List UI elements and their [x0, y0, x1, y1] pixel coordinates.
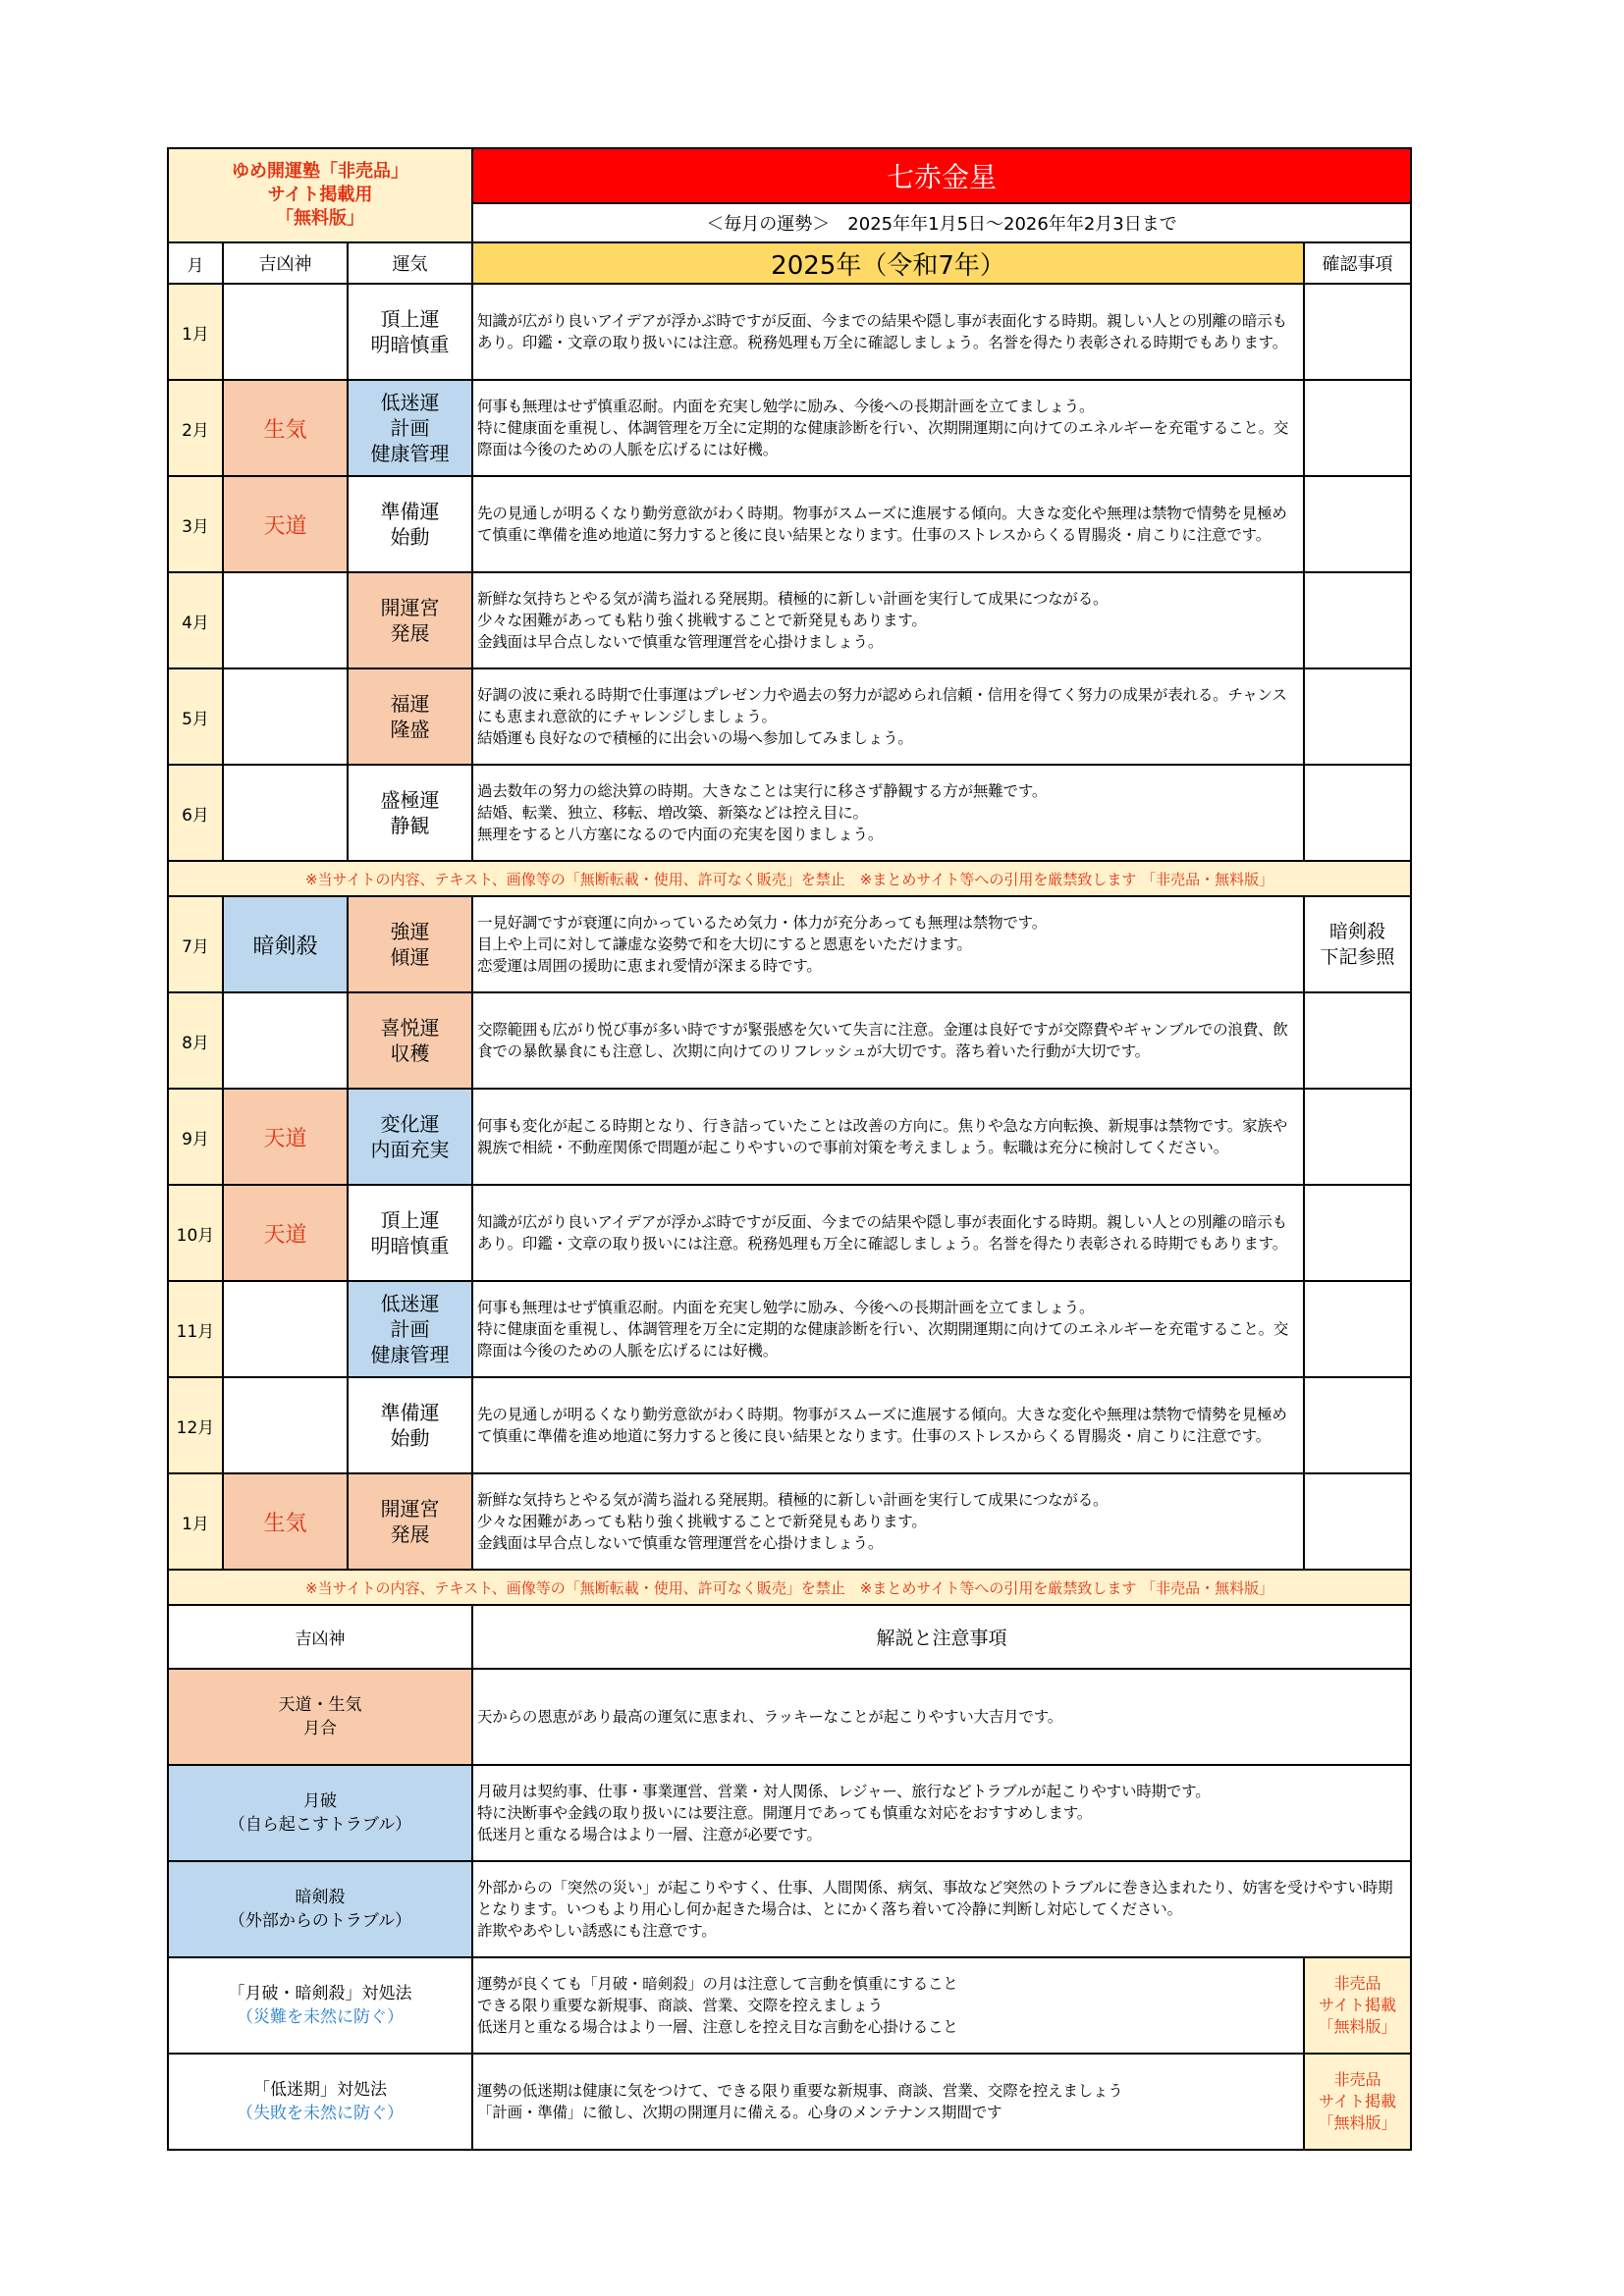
month-label: 10月: [168, 1185, 223, 1281]
month-row: [168, 572, 1411, 668]
remedy-desc: 運勢が良くても「月破・暗剣殺」の月は注意して言動を慎重にすること できる限り重要な新規事、商談、営業、交際を控えましょう 低迷月と重なる場合はより一層、注意しを控え目な言動を心掛けること: [472, 1957, 1304, 2054]
luck-line: 強運: [390, 920, 430, 943]
luck-cell: [348, 668, 472, 765]
fortune-text: 何事も変化が起こる時期となり、行き詰っていたことは改善の方向に。焦りや急な方向転換、新規事は禁物です。家族や親族で相続・不動産関係で問題が起こりやすいので事前対策を考えましょう。転職は充分に検討してください。: [472, 1089, 1304, 1185]
check-cell: [1304, 1185, 1411, 1281]
check-cell: [1304, 284, 1411, 380]
luck-line: 開運宮: [380, 596, 440, 619]
month-label: 2月: [168, 380, 223, 476]
remedy-label: [168, 1957, 472, 2054]
luck-line: 発展: [390, 1522, 430, 1546]
luck-cell: [348, 284, 472, 380]
god-cell: [223, 284, 348, 380]
luck-line: 始動: [390, 1426, 430, 1450]
luck-line: 傾運: [390, 945, 430, 969]
god-cell: [223, 765, 348, 861]
stamp-line: 「無料版」: [1318, 2113, 1397, 2132]
luck-cell: [348, 572, 472, 668]
god-cell: 天道: [223, 476, 348, 572]
month-label: 11月: [168, 1281, 223, 1377]
month-label: 1月: [168, 1473, 223, 1570]
fortune-text: 交際範囲も広がり悦び事が多い時ですが緊張感を欠いて失言に注意。金運は良好ですが交際費やギャンブルでの浪費、飲食での暴飲暴食にも注意し、次期に向けてのリフレッシュが大切です。落ち着いた行動が大切です。: [472, 992, 1304, 1089]
legend-row: [168, 1861, 1411, 1957]
month-row: [168, 380, 1411, 476]
luck-line: 変化運: [380, 1112, 440, 1136]
fortune-text: 何事も無理はせず慎重忍耐。内面を充実し勉学に励み、今後への長期計画を立てましょう。 特に健康面を重視し、体調管理を万全に定期的な健康診断を行い、次期開運期に向けてのエネルギーを充電すること。交際面は今後のための人脈を広げるには好機。: [472, 380, 1304, 476]
period-label: ＜毎月の運勢＞ 2025年年1月5日～2026年年2月3日まで: [472, 203, 1411, 242]
legend-desc: 外部からの「突然の災い」が起こりやすく、仕事、人間関係、病気、事故など突然のトラブルに巻き込まれたり、妨害を受けやすい時期となります。いつもより用心し何か起きた場合は、とにかく落ち着いて冷静に判断し対応してください。 詐欺やあやしい誘惑にも注意です。: [472, 1861, 1411, 1957]
stamp-line: 「無料版」: [1318, 2017, 1397, 2036]
check-cell: [1304, 476, 1411, 572]
god-cell: 暗剣殺: [223, 896, 348, 992]
luck-line: 内面充実: [370, 1138, 450, 1161]
fortune-text: 一見好調ですが衰運に向かっているため気力・体力が充分あっても無理は禁物です。 目上や上司に対して謙虚な姿勢で和を大切にすると恩恵をいただけます。 恋愛運は周囲の援助に恵まれ愛情が深まる時です。: [472, 896, 1304, 992]
legend-label: [168, 1669, 472, 1765]
legend-label-line: （自ら起こすトラブル）: [228, 1815, 412, 1835]
stamp-line: 非売品: [1333, 1974, 1381, 1993]
check-cell: [1304, 1089, 1411, 1185]
fortune-text: 知識が広がり良いアイデアが浮かぶ時ですが反面、今までの結果や隠し事が表面化する時期。親しい人との別離の暗示もあり。印鑑・文章の取り扱いには注意。税務処理も万全に確認しましょう。名誉を得たり表彰される時期でもあります。: [472, 1185, 1304, 1281]
month-label: 6月: [168, 765, 223, 861]
check-cell: [1304, 765, 1411, 861]
check-cell: [1304, 572, 1411, 668]
check-cell: [1304, 1473, 1411, 1570]
month-row: [168, 284, 1411, 380]
month-row: [168, 765, 1411, 861]
fortune-text: 新鮮な気持ちとやる気が満ち溢れる発展期。積極的に新しい計画を実行して成果につながる。 少々な困難があっても粘り強く挑戦することで新発見もあります。 金銭面は早合点しないで慎重な管理運営を心掛けましょう。: [472, 1473, 1304, 1570]
check-cell: [1304, 1281, 1411, 1377]
month-row: [168, 476, 1411, 572]
fortune-text: 新鮮な気持ちとやる気が満ち溢れる発展期。積極的に新しい計画を実行して成果につながる。 少々な困難があっても粘り強く挑戦することで新発見もあります。 金銭面は早合点しないで慎重な管理運営を心掛けましょう。: [472, 572, 1304, 668]
god-cell: [223, 992, 348, 1089]
month-row: [168, 668, 1411, 765]
legend-label-line: 暗剣殺: [295, 1888, 346, 1907]
remedy-row: [168, 2054, 1411, 2150]
luck-cell: [348, 476, 472, 572]
god-cell: [223, 668, 348, 765]
monthly-fortune-table: [167, 147, 1412, 1606]
luck-cell: [348, 765, 472, 861]
luck-line: 明暗慎重: [370, 1234, 450, 1257]
remedy-row: [168, 1957, 1411, 2054]
legend-row: [168, 1765, 1411, 1861]
luck-line: 発展: [390, 621, 430, 645]
month-row: [168, 896, 1411, 992]
luck-line: 隆盛: [390, 718, 430, 741]
luck-line: 収穫: [390, 1041, 430, 1065]
legend-label-line: （外部からのトラブル）: [228, 1911, 412, 1931]
god-cell: 生気: [223, 1473, 348, 1570]
col-check-header: 確認事項: [1304, 242, 1411, 284]
stamp-line: サイト掲載: [1319, 2092, 1396, 2110]
fortune-sheet: [167, 147, 1410, 2151]
luck-line: 健康管理: [370, 442, 450, 465]
luck-cell: [348, 1089, 472, 1185]
col-god-header: 吉凶神: [223, 242, 348, 284]
copyright-notice: ※当サイトの内容、テキスト、画像等の「無断転載・使用、許可なく販売」を禁止 ※まとめサイト等への引用を厳禁致します 「非売品・無料版」: [168, 861, 1411, 896]
remedy-title: 「月破・暗剣殺」対処法: [228, 1984, 412, 2003]
luck-line: 頂上運: [380, 1208, 440, 1232]
luck-line: 頂上運: [380, 307, 440, 331]
month-label: 8月: [168, 992, 223, 1089]
month-label: 3月: [168, 476, 223, 572]
luck-line: 喜悦運: [380, 1016, 440, 1040]
god-cell: 天道: [223, 1089, 348, 1185]
luck-cell: [348, 1281, 472, 1377]
remedy-desc: 運勢の低迷期は健康に気をつけて、できる限り重要な新規事、商談、営業、交際を控えましょう 「計画・準備」に徹し、次期の開運月に備える。心身のメンテナンス期間です: [472, 2054, 1304, 2150]
legend-label-line: 月破: [303, 1791, 337, 1811]
site-label: [168, 148, 472, 242]
god-cell: 天道: [223, 1185, 348, 1281]
month-row: [168, 1281, 1411, 1377]
legend-desc: 天からの恩恵があり最高の運気に恵まれ、ラッキーなことが起こりやすい大吉月です。: [472, 1669, 1411, 1765]
month-label: 1月: [168, 284, 223, 380]
luck-cell: [348, 1185, 472, 1281]
year-header: 2025年（令和7年）: [472, 242, 1304, 284]
site-label-line: ゆめ開運塾「非売品」: [232, 161, 409, 182]
month-label: 7月: [168, 896, 223, 992]
col-month-header: 月: [168, 242, 223, 284]
month-label: 12月: [168, 1377, 223, 1473]
luck-line: 準備運: [380, 500, 440, 523]
month-row: [168, 1473, 1411, 1570]
month-row: [168, 1089, 1411, 1185]
legend-col-desc: 解説と注意事項: [472, 1606, 1411, 1669]
month-row: [168, 992, 1411, 1089]
month-label: 5月: [168, 668, 223, 765]
fortune-text: 知識が広がり良いアイデアが浮かぶ時ですが反面、今までの結果や隠し事が表面化する時期。親しい人との別離の暗示もあり。印鑑・文章の取り扱いには注意。税務処理も万全に確認しましょう。名誉を得たり表彰される時期でもあります。: [472, 284, 1304, 380]
luck-line: 始動: [390, 525, 430, 549]
fortune-text: 何事も無理はせず慎重忍耐。内面を充実し勉学に励み、今後への長期計画を立てましょう。 特に健康面を重視し、体調管理を万全に定期的な健康診断を行い、次期開運期に向けてのエネルギーを充電すること。交際面は今後のための人脈を広げるには好機。: [472, 1281, 1304, 1377]
copyright-notice: ※当サイトの内容、テキスト、画像等の「無断転載・使用、許可なく販売」を禁止 ※まとめサイト等への引用を厳禁致します 「非売品・無料版」: [168, 1570, 1411, 1605]
luck-line: 福運: [390, 692, 430, 716]
luck-cell: [348, 992, 472, 1089]
luck-cell: [348, 1473, 472, 1570]
legend-label: [168, 1861, 472, 1957]
fortune-text: 先の見通しが明るくなり勤労意欲がわく時期。物事がスムーズに進展する傾向。大きな変化や無理は禁物で情勢を見極めて慎重に準備を進め地道に努力すると後に良い結果となります。仕事のストレスからくる胃腸炎・肩こりに注意です。: [472, 1377, 1304, 1473]
legend-label: [168, 1765, 472, 1861]
luck-line: 盛極運: [380, 788, 440, 812]
legend-label-line: 天道・生気: [278, 1695, 362, 1715]
site-label-line: 「無料版」: [276, 208, 365, 229]
fortune-text: 過去数年の努力の総決算の時期。大きなことは実行に移さず静観する方が無難です。 結婚、転業、独立、移転、増改築、新築などは控え目に。 無理をすると八方塞になるので内面の充実を図りましょう。: [472, 765, 1304, 861]
luck-line: 低迷運: [380, 1292, 440, 1315]
god-cell: 生気: [223, 380, 348, 476]
luck-line: 静観: [390, 814, 430, 837]
luck-line: 開運宮: [380, 1497, 440, 1521]
god-cell: [223, 1281, 348, 1377]
legend-row: [168, 1669, 1411, 1765]
remedy-subtitle: （災難を未然に防ぐ）: [237, 2007, 404, 2027]
luck-line: 計画: [390, 1317, 430, 1341]
legend-desc: 月破月は契約事、仕事・事業運営、営業・対人関係、レジャー、旅行などトラブルが起こりやすい時期です。 特に決断事や金銭の取り扱いには要注意。開運月であっても慎重な対応をおすすめします。 低迷月と重なる場合はより一層、注意が必要です。: [472, 1765, 1411, 1861]
free-version-stamp: [1304, 2054, 1411, 2150]
legend-table: [167, 1606, 1412, 2151]
free-version-stamp: [1304, 1957, 1411, 2054]
fortune-text: 好調の波に乗れる時期で仕事運はプレゼン力や過去の努力が認められ信頼・信用を得てく努力の成果が表れる。チャンスにも恵まれ意欲的にチャレンジしましょう。 結婚運も良好なので積極的に出会いの場へ参加してみましょう。: [472, 668, 1304, 765]
check-cell: [1304, 380, 1411, 476]
god-cell: [223, 1377, 348, 1473]
month-row: [168, 1377, 1411, 1473]
star-title: 七赤金星: [472, 148, 1411, 203]
check-cell: 暗剣殺 下記参照: [1304, 896, 1411, 992]
luck-line: 低迷運: [380, 391, 440, 414]
legend-label-line: 月合: [303, 1719, 337, 1738]
stamp-line: 非売品: [1333, 2070, 1381, 2089]
col-luck-header: 運気: [348, 242, 472, 284]
remedy-label: [168, 2054, 472, 2150]
site-label-line: サイト掲載用: [267, 185, 373, 205]
check-cell: [1304, 668, 1411, 765]
luck-line: 準備運: [380, 1401, 440, 1424]
remedy-title: 「低迷期」対処法: [253, 2080, 387, 2100]
luck-line: 計画: [390, 416, 430, 440]
month-label: 9月: [168, 1089, 223, 1185]
luck-cell: [348, 1377, 472, 1473]
month-label: 4月: [168, 572, 223, 668]
remedy-subtitle: （失敗を未然に防ぐ）: [237, 2104, 404, 2123]
luck-line: 健康管理: [370, 1343, 450, 1366]
fortune-text: 先の見通しが明るくなり勤労意欲がわく時期。物事がスムーズに進展する傾向。大きな変化や無理は禁物で情勢を見極めて慎重に準備を進め地道に努力すると後に良い結果となります。仕事のストレスからくる胃腸炎・肩こりに注意です。: [472, 476, 1304, 572]
luck-line: 明暗慎重: [370, 333, 450, 356]
legend-col-god: 吉凶神: [168, 1606, 472, 1669]
check-cell: [1304, 1377, 1411, 1473]
god-cell: [223, 572, 348, 668]
luck-cell: [348, 896, 472, 992]
stamp-line: サイト掲載: [1319, 1996, 1396, 2014]
month-row: [168, 1185, 1411, 1281]
check-cell: [1304, 992, 1411, 1089]
luck-cell: [348, 380, 472, 476]
